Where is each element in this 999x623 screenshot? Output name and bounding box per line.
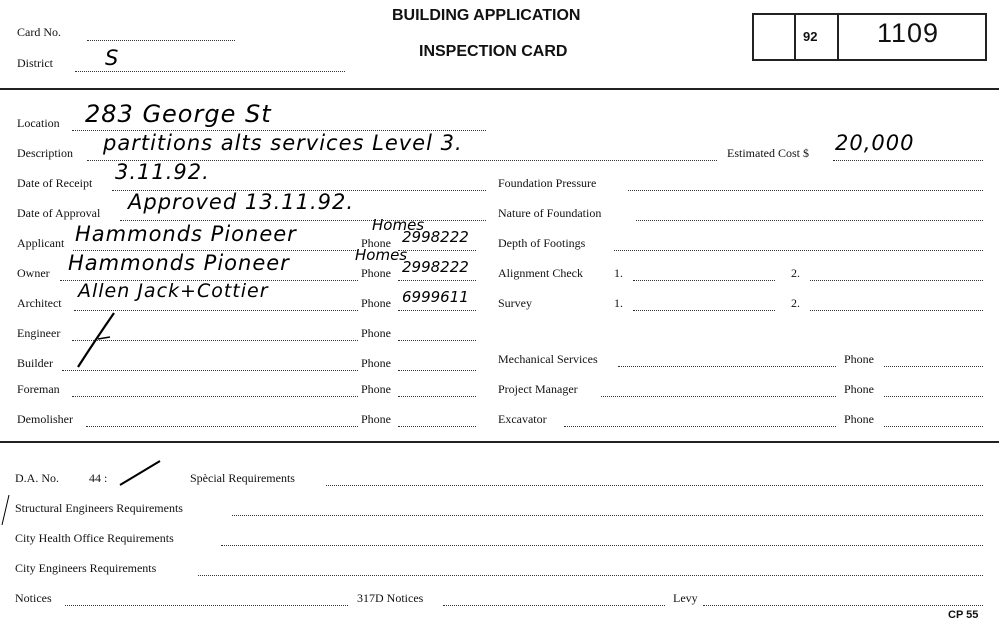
city-engineers-requirements-label: City Engineers Requirements <box>15 561 157 575</box>
survey-2-line[interactable] <box>810 310 983 311</box>
structural-requirements-label: Structural Engineers Requirements <box>15 501 183 515</box>
nature-of-foundation-line[interactable] <box>636 220 983 221</box>
owner-phone-value: 2998222 <box>402 258 469 276</box>
notices-label: Notices <box>15 591 52 605</box>
box-card-number: 1109 <box>877 18 940 48</box>
mechanical-phone-line[interactable] <box>884 366 983 367</box>
owner-phone-label: Phone <box>361 266 391 280</box>
demolisher-line[interactable] <box>86 426 358 427</box>
levy-label: Levy <box>673 591 698 605</box>
date-of-approval-value: Approved 13.11.92. <box>128 190 355 214</box>
health-requirements-label: City Health Office Requirements <box>15 531 174 545</box>
special-requirements-line[interactable] <box>326 485 983 486</box>
structural-requirements-line[interactable] <box>232 515 983 516</box>
card-number-box <box>752 13 987 61</box>
box-divider-2 <box>837 13 839 61</box>
foundation-pressure-label: Foundation Pressure <box>498 176 597 190</box>
form-code: CP 55 <box>948 609 979 621</box>
district-value: S <box>105 46 120 70</box>
architect-phone-label: Phone <box>361 296 391 310</box>
applicant-phone-value: 2998222 <box>402 228 469 246</box>
alignment-1-label: 1. <box>614 266 623 280</box>
project-manager-line[interactable] <box>601 396 836 397</box>
architect-value: Allen Jack+Cottier <box>78 280 269 302</box>
box-small-number: 92 <box>803 29 818 44</box>
box-divider-1 <box>794 13 796 61</box>
mechanical-services-line[interactable] <box>618 366 836 367</box>
survey-1-label: 1. <box>614 296 623 310</box>
date-of-approval-label: Date of Approval <box>17 206 101 220</box>
da-slash-mark <box>116 457 166 489</box>
demolisher-label: Demolisher <box>17 412 73 426</box>
estimated-cost-value: 20,000 <box>835 131 915 155</box>
description-value: partitions alts services Level 3. <box>103 131 463 155</box>
location-value: 283 George St <box>85 100 272 128</box>
estimated-cost-label: Estimated Cost $ <box>727 146 809 160</box>
da-no-label: D.A. No. <box>15 471 59 485</box>
date-of-receipt-value: 3.11.92. <box>115 160 210 184</box>
alignment-2-line[interactable] <box>810 280 983 281</box>
date-of-receipt-label: Date of Receipt <box>17 176 93 190</box>
project-manager-label: Project Manager <box>498 382 578 396</box>
excavator-line[interactable] <box>564 426 836 427</box>
owner-value-extra: Homes <box>355 246 408 264</box>
excavator-phone-line[interactable] <box>884 426 983 427</box>
applicant-value-extra: Homes <box>372 216 425 234</box>
survey-2-label: 2. <box>791 296 800 310</box>
notices-317d-label: 317D Notices <box>357 591 424 605</box>
applicant-phone-label: Phone <box>361 236 391 250</box>
foreman-phone-line[interactable] <box>398 396 476 397</box>
builder-phone-label: Phone <box>361 356 391 370</box>
engineer-phone-label: Phone <box>361 326 391 340</box>
project-manager-phone-line[interactable] <box>884 396 983 397</box>
city-engineers-requirements-line[interactable] <box>198 575 983 576</box>
alignment-2-label: 2. <box>791 266 800 280</box>
architect-label: Architect <box>17 296 62 310</box>
foreman-line[interactable] <box>72 396 358 397</box>
notices-line[interactable] <box>65 605 348 606</box>
foundation-pressure-line[interactable] <box>628 190 983 191</box>
applicant-phone-line[interactable] <box>398 250 476 251</box>
mechanical-services-label: Mechanical Services <box>498 352 598 366</box>
excavator-phone-label: Phone <box>844 412 874 426</box>
foreman-label: Foreman <box>17 382 60 396</box>
owner-value: Hammonds Pioneer <box>68 251 290 275</box>
applicant-value: Hammonds Pioneer <box>75 222 297 246</box>
mechanical-phone-label: Phone <box>844 352 874 366</box>
da-no-value: 44 : <box>89 471 108 485</box>
district-line[interactable] <box>75 71 345 72</box>
description-label: Description <box>17 146 73 160</box>
applicant-label: Applicant <box>17 236 65 250</box>
margin-mark <box>0 493 14 529</box>
notices-317d-line[interactable] <box>443 605 665 606</box>
engineer-phone-line[interactable] <box>398 340 476 341</box>
card-no-line[interactable] <box>87 40 235 41</box>
location-label: Location <box>17 116 60 130</box>
district-label: District <box>17 56 53 70</box>
project-manager-phone-label: Phone <box>844 382 874 396</box>
title-line-1: BUILDING APPLICATION <box>392 7 581 24</box>
title-line-2: INSPECTION CARD <box>419 43 568 60</box>
header-rule <box>0 88 999 90</box>
section-rule <box>0 441 999 443</box>
architect-phone-line[interactable] <box>398 310 476 311</box>
architect-phone-value: 6999611 <box>402 288 469 306</box>
estimated-cost-line[interactable] <box>833 160 983 161</box>
owner-label: Owner <box>17 266 50 280</box>
survey-1-line[interactable] <box>633 310 775 311</box>
strike-mark <box>70 305 120 375</box>
card-no-label: Card No. <box>17 25 61 39</box>
builder-phone-line[interactable] <box>398 370 476 371</box>
alignment-1-line[interactable] <box>633 280 775 281</box>
health-requirements-line[interactable] <box>221 545 983 546</box>
special-requirements-label: Spècial Requirements <box>190 471 295 485</box>
demolisher-phone-label: Phone <box>361 412 391 426</box>
depth-of-footings-label: Depth of Footings <box>498 236 586 250</box>
depth-of-footings-line[interactable] <box>614 250 983 251</box>
owner-phone-line[interactable] <box>398 280 476 281</box>
demolisher-phone-line[interactable] <box>398 426 476 427</box>
builder-label: Builder <box>17 356 53 370</box>
excavator-label: Excavator <box>498 412 547 426</box>
alignment-check-label: Alignment Check <box>498 266 583 280</box>
levy-line[interactable] <box>703 605 983 606</box>
nature-of-foundation-label: Nature of Foundation <box>498 206 602 220</box>
survey-label: Survey <box>498 296 532 310</box>
foreman-phone-label: Phone <box>361 382 391 396</box>
date-of-approval-line[interactable] <box>120 220 486 221</box>
engineer-label: Engineer <box>17 326 61 340</box>
